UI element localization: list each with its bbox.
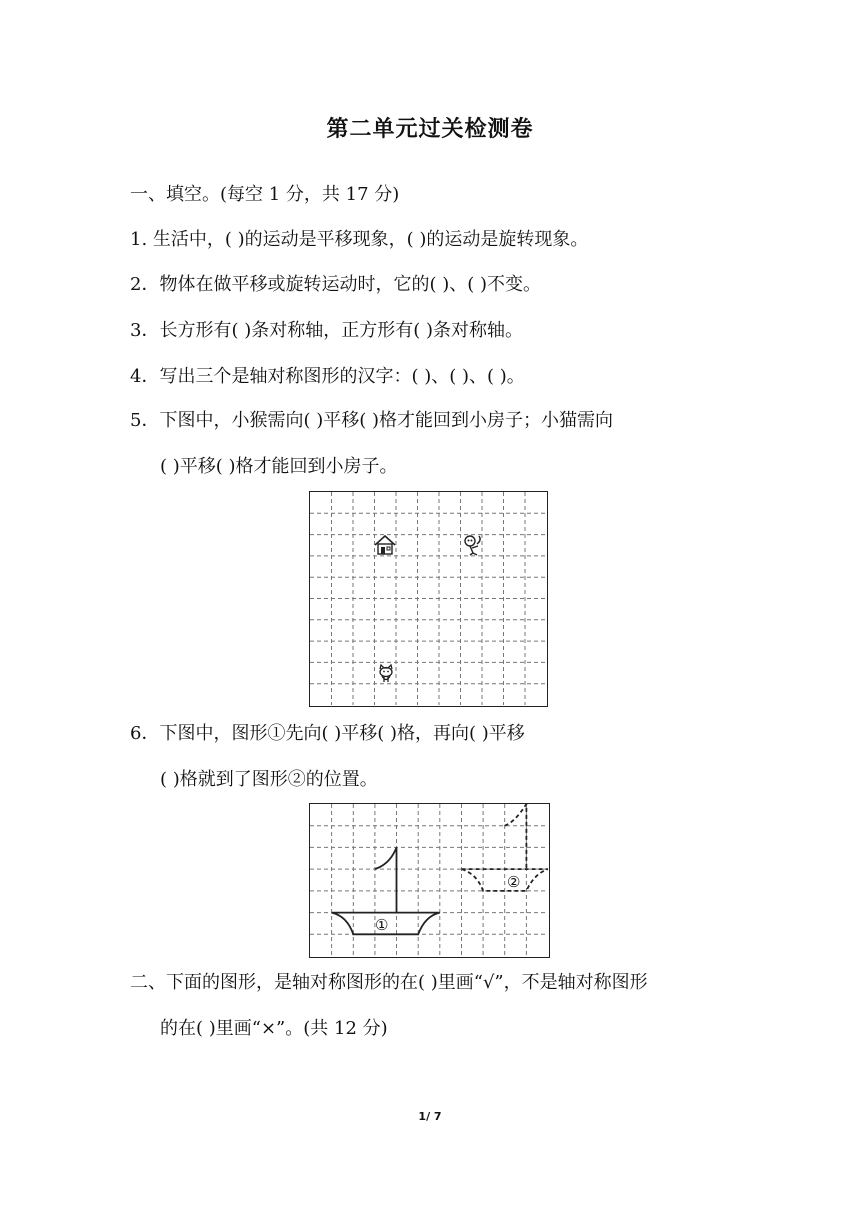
question-1: 1. 生活中，( )的运动是平移现象，( )的运动是旋转现象。	[130, 229, 589, 250]
figure-2-label: ②	[507, 873, 521, 891]
monkey-icon	[462, 534, 484, 556]
question-5-line2: ( )平移( )格才能回到小房子。	[160, 456, 398, 477]
question-2: 2．物体在做平移或旋转运动时，它的( )、( )不变。	[130, 274, 541, 295]
page-title: 第二单元过关检测卷	[326, 117, 534, 142]
house-icon	[373, 534, 397, 556]
cat-icon	[376, 664, 396, 684]
grid-lines	[310, 492, 546, 705]
question-5-line1: 5．下图中，小猴需向( )平移( )格才能回到小房子；小猫需向	[130, 410, 613, 431]
question-4: 4．写出三个是轴对称图形的汉字：( )、( )、( )。	[130, 366, 525, 387]
figure-1-label: ①	[375, 916, 389, 934]
section2-line2: 的在( )里画“×”。(共 12 分)	[160, 1018, 388, 1039]
section1-heading: 一、填空。(每空 1 分，共 17 分)	[130, 184, 400, 205]
question-6-line1: 6．下图中，图形①先向( )平移( )格，再向( )平移	[130, 723, 525, 744]
question-3: 3．长方形有( )条对称轴，正方形有( )条对称轴。	[130, 320, 523, 341]
question-6-line2: ( )格就到了图形②的位置。	[160, 769, 378, 790]
section2-line1: 二、下面的图形，是轴对称图形的在( )里画“√”，不是轴对称图形	[130, 972, 648, 993]
figure-1-grid	[309, 491, 548, 707]
page-number: 1/ 7	[418, 1110, 442, 1123]
figure-2-grid	[309, 803, 550, 958]
